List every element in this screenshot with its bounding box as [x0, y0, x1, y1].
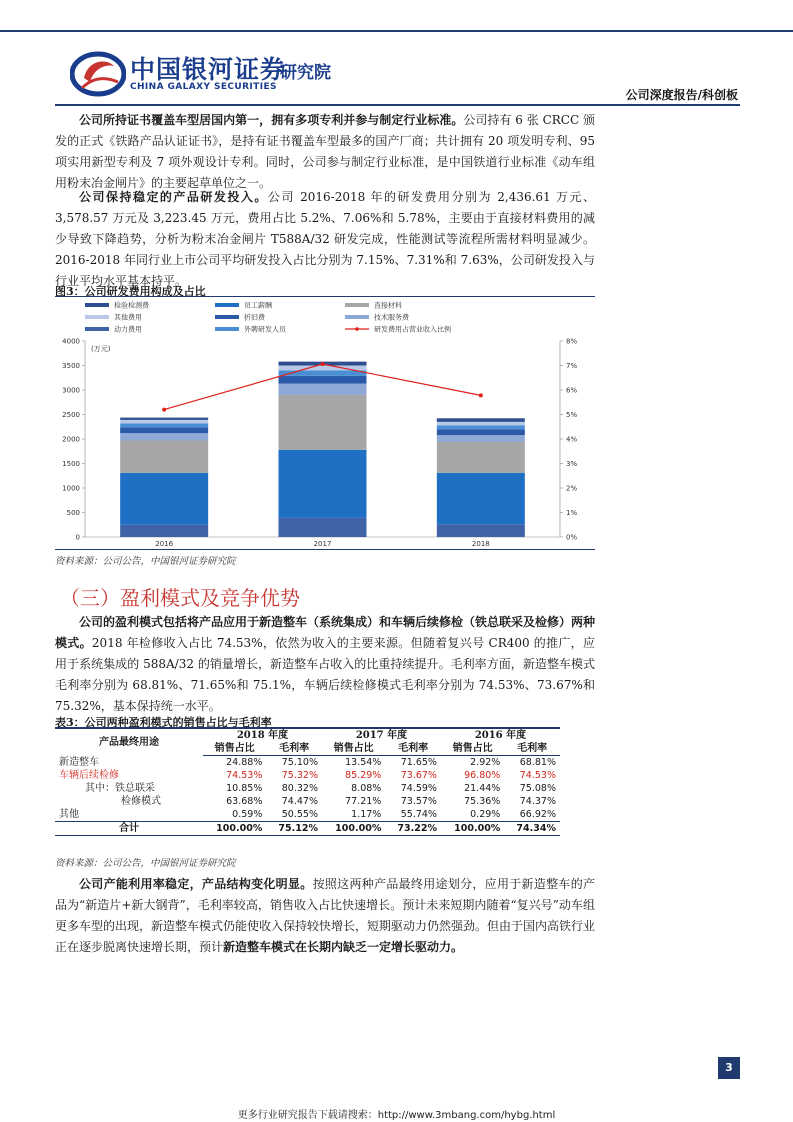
table-row [55, 769, 560, 782]
table-cell: 10.85% [226, 783, 263, 794]
bar-segment [120, 427, 208, 433]
legend-swatch [215, 315, 239, 319]
table-cell: 74.34% [504, 822, 560, 836]
bar-segment [437, 435, 525, 442]
table-row [55, 808, 560, 822]
legend-swatch [345, 315, 369, 319]
bar-segment [120, 525, 208, 537]
legend-label: 直接材料 [374, 301, 402, 310]
table-cell: 75.08% [519, 783, 556, 794]
table-subheader: 销售占比 [441, 742, 504, 756]
ratio-point [479, 393, 483, 397]
x-tick-label: 2016 [155, 540, 174, 547]
y-tick-label: 1000 [62, 484, 80, 493]
legend-label: 动力费用 [114, 325, 142, 334]
x-tick-label: 2017 [313, 540, 332, 547]
bar-segment [437, 422, 525, 425]
row-label: 车辆后续检修 [59, 770, 119, 781]
y2-tick-label: 4% [566, 435, 578, 444]
table-subheader: 销售占比 [203, 742, 266, 756]
y-tick-label: 0 [75, 533, 80, 542]
paragraph-rnd [55, 187, 595, 292]
table-cell: 100.00% [322, 822, 385, 836]
figure-title: 图3：公司研发费用构成及占比 [55, 285, 206, 298]
table-cell: 55.74% [400, 809, 437, 820]
paragraph-lead: 公司产能利用率稳定，产品结构变化明显。 [79, 877, 313, 891]
paragraph-body: 2018 年检修收入占比 74.53%，依然为收入的主要来源。但随着复兴号 CR400 的推广，应用于系统集成的 588A/32 的销量增长，新造整车占收入的比重持续提升。毛利率方面，新造整车模式毛利率分别为 68.81%、71.65%和 75.1%，车辆后续检修模式毛利率分别为 74.53%、73.67%和 75.32%，基本保持统一水平。 [55, 636, 595, 713]
paragraph-certificates [55, 110, 595, 194]
table-cell: 100.00% [203, 822, 266, 836]
table-cell: 73.57% [400, 796, 437, 807]
table-cell: 63.68% [226, 796, 263, 807]
bar-segment [279, 450, 367, 518]
table-year-header: 2017 年度 [322, 728, 441, 742]
page-number: 3 [718, 1057, 740, 1079]
y2-tick-label: 8% [566, 337, 578, 346]
bar-segment [437, 442, 525, 473]
table-cell: 74.47% [281, 796, 318, 807]
legend-marker [355, 327, 359, 331]
ratio-point [162, 408, 166, 412]
paragraph-lead: 公司保持稳定的产品研发投入。 [79, 190, 268, 204]
table-subheader: 销售占比 [322, 742, 385, 756]
legend-label: 外聘研发人员 [244, 325, 286, 334]
table-cell: 74.53% [226, 770, 263, 781]
paragraph-body: 按照这两种产品最终用途划分，应用于新造整车的产品为“新造片+新大钢背”，毛利率较高，销售收入占比快速增长。预计未来短期内随着“复兴号”动车组更多车型的出现，新造整车模式仍能使收入保持较快增长，短期驱动力仍然强劲。但由于国内高铁行业正在逐步脱离快速增长期，预计 [55, 877, 596, 954]
y2-tick-label: 1% [566, 509, 578, 517]
table-cell: 68.81% [519, 757, 556, 768]
bar-segment [120, 420, 208, 423]
table-cell: 66.92% [519, 809, 556, 820]
table-cell: 100.00% [441, 822, 504, 836]
table-cell: 74.53% [519, 770, 556, 781]
table-cell: 0.29% [470, 809, 501, 820]
row-label: 合计 [55, 822, 203, 836]
y2-tick-label: 2% [566, 484, 578, 493]
bar-segment [437, 429, 525, 435]
legend-swatch [215, 327, 239, 331]
table-cell: 21.44% [464, 783, 501, 794]
table-cell: 73.22% [385, 822, 441, 836]
bar-segment [437, 425, 525, 429]
y-tick-label: 3500 [62, 362, 80, 370]
table-cell: 1.17% [351, 809, 382, 820]
bar-segment [120, 473, 208, 525]
legend-swatch [215, 303, 239, 307]
table-col-header: 产品最终用途 [55, 728, 203, 756]
paragraph-profit-model [55, 612, 595, 717]
figure-source: 资料来源：公司公告，中国银河证券研究院 [55, 556, 236, 567]
bar-segment [120, 423, 208, 427]
y-unit-label: (万元) [91, 345, 111, 353]
rnd-expense-chart [55, 297, 595, 547]
y2-tick-label: 5% [566, 411, 578, 419]
profit-model-table [55, 727, 560, 836]
ratio-point [321, 362, 325, 366]
table-row-total [55, 822, 560, 836]
x-tick-label: 2018 [471, 540, 490, 547]
table-cell: 13.54% [345, 757, 382, 768]
table-subheader: 毛利率 [504, 742, 560, 756]
legend-label: 研发费用占营业收入比例 [374, 325, 451, 334]
row-label: 其他 [59, 809, 79, 820]
table-cell: 74.37% [519, 796, 556, 807]
brand-logo [70, 48, 370, 100]
legend-swatch [345, 303, 369, 307]
y2-tick-label: 7% [566, 362, 578, 370]
row-label: 其中：铁总联采 [85, 783, 155, 794]
table-source: 资料来源：公司公告，中国银河证券研究院 [55, 858, 236, 869]
report-type: 公司深度报告/科创板 [625, 88, 738, 102]
top-rule [0, 30, 793, 32]
table-cell: 71.65% [400, 757, 437, 768]
row-label: 检修模式 [121, 796, 161, 807]
header-rule [55, 104, 740, 106]
table-cell: 75.32% [281, 770, 318, 781]
table-title: 表3：公司两种盈利模式的销售占比与毛利率 [55, 716, 272, 729]
legend-label: 其他费用 [114, 313, 142, 322]
bar-segment [437, 473, 525, 524]
legend-label: 折旧费 [244, 313, 265, 322]
y-tick-label: 4000 [62, 337, 80, 346]
brand-name-en: CHINA GALAXY SECURITIES [130, 82, 277, 92]
table-cell: 73.67% [400, 770, 437, 781]
paragraph-body: 公司 2016-2018 年的研发费用分别为 2,436.61 万元、3,578.57 万元及 3,223.45 万元，费用占比 5.2%、7.06%和 5.78%，主要由于直接材料费用的减少导致下降趋势，分析为粉末冶金闸片 T588A/32 研发完成，性能测试等流程所需材料明显减少。2016-2018 年同行业上市公司平均研发投入占比分别为 7.15%、7.31%和 7.63%，公司研发投入与行业平均水平基本持平。 [55, 190, 595, 288]
paragraph-capacity [55, 874, 595, 958]
y-tick-label: 2000 [62, 435, 80, 444]
table-cell: 75.10% [281, 757, 318, 768]
table-cell: 75.12% [266, 822, 322, 836]
legend-swatch [85, 327, 109, 331]
bar-segment [437, 524, 525, 537]
paragraph-body: 公司持有 6 张 CRCC 颁发的正式《铁路产品认证证书》，是持有证书覆盖车型最多的国产厂商；共计拥有 20 项发明专利、95 项实用新型专利及 7 项外观设计专利。同时，公司参与制定行业标准，是中国铁道行业标准《动车组用粉末冶金闸片》的主要起草单位之一。 [55, 113, 595, 190]
table-cell: 85.29% [345, 770, 382, 781]
table-subheader: 毛利率 [385, 742, 441, 756]
bar-segment [120, 433, 208, 440]
paragraph-lead: 公司的盈利模式包括将产品应用于新造整车（系统集成）和车辆后续修检（铁总联采及检修）两种模式。 [55, 615, 596, 650]
legend-swatch [85, 315, 109, 319]
table-cell: 96.80% [464, 770, 501, 781]
galaxy-logo-icon [70, 48, 126, 100]
table-cell: 74.59% [400, 783, 437, 794]
table-cell: 2.92% [470, 757, 501, 768]
y-tick-label: 1500 [62, 460, 80, 468]
chart-plot-area [62, 338, 577, 548]
brand-name-cn: 中国银河证券 [130, 55, 287, 84]
table-cell: 75.36% [464, 796, 501, 807]
bar-segment [279, 395, 367, 450]
table-subheader: 毛利率 [266, 742, 322, 756]
paragraph-lead: 公司所持证书覆盖车型居国内第一，拥有多项专利并参与制定行业标准。 [79, 113, 464, 127]
y2-tick-label: 3% [566, 460, 578, 468]
table-cell: 8.08% [351, 783, 382, 794]
table-cell: 50.55% [281, 809, 318, 820]
bar-segment [279, 384, 367, 395]
row-label: 新造整车 [59, 756, 99, 768]
legend-label: 技术服务费 [374, 313, 409, 322]
table-year-header: 2018 年度 [203, 728, 322, 742]
table-row [55, 756, 560, 770]
chart-legend [85, 301, 451, 334]
legend-label: 员工薪酬 [244, 301, 272, 310]
table-row [55, 782, 560, 795]
table-row [55, 795, 560, 808]
bar-segment [279, 518, 367, 537]
legend-label: 检验检测费 [114, 301, 149, 310]
table-cell: 24.88% [226, 757, 263, 768]
table-cell: 0.59% [232, 809, 263, 820]
table-cell: 77.21% [345, 796, 382, 807]
y-tick-label: 500 [66, 509, 80, 517]
bar-segment [279, 376, 367, 384]
legend-swatch [85, 303, 109, 307]
section-title: （三）盈利模式及竞争优势 [60, 586, 300, 610]
bar-segment [437, 418, 525, 422]
y-tick-label: 2500 [62, 411, 80, 419]
y2-tick-label: 6% [566, 386, 578, 395]
paragraph-conclusion: 新造整车模式在长期内缺乏一定增长驱动力。 [223, 940, 464, 954]
brand-sub: 研究院 [280, 63, 331, 83]
bar-segment [120, 418, 208, 420]
bar-segment [120, 440, 208, 472]
y-tick-label: 3000 [62, 386, 80, 395]
y2-tick-label: 0% [566, 533, 578, 542]
table-year-header: 2016 年度 [441, 728, 560, 742]
footer-link-text: 更多行业研究报告下载请搜索：http://www.3mbang.com/hybg.html [237, 1110, 556, 1121]
table-cell: 80.32% [281, 783, 318, 794]
